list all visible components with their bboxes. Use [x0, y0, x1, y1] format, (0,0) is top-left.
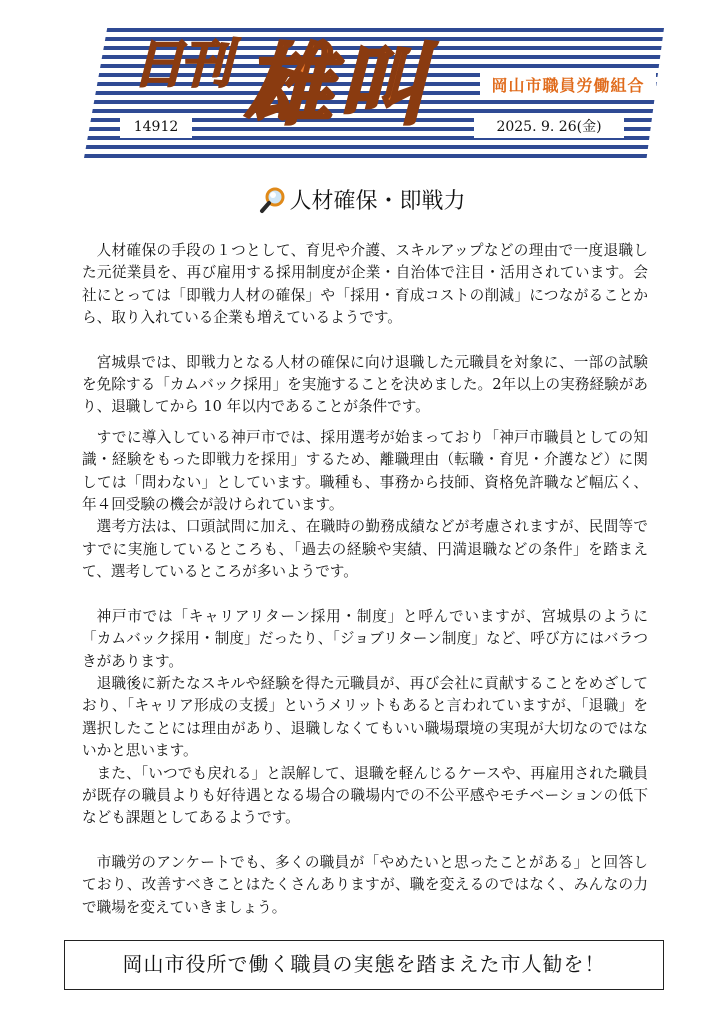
paragraph: すでに導入している神戸市では、採用選考が始まっており「神戸市職員としての知識・経験をもった即戦力を採用」するため、離職理由（転職・育児・介護など）に関しては「問わない」としています。職種も、事務から技師、資格免許職など幅広く、年４回受験の機会が設けられています。 — [82, 428, 648, 514]
paragraph: 宮城県では、即戦力となる人材の確保に向け退職した元職員を対象に、一部の試験を免除する「カムバック採用」を実施することを決めました。2年以上の実務経験があり、退職してから 10 年以内であることが条件です。 — [82, 353, 648, 416]
paragraph: 人材確保の手段の１つとして、育児や介護、スキルアップなどの理由で一度退職した元従業員を、再び雇用する採用制度が企業・自治体で注目・活用されています。会社にとっては「即戦力人材の確保」や「採用・育成コストの削減」につながることから、取り入れている企業も増えているようです。 — [82, 242, 648, 327]
masthead — [84, 28, 664, 158]
paragraph: 退職後に新たなスキルや経験を得た元職員が、再び会社に貢献することをめざしており、「キャリア形成の支援」というメリットもあると言われていますが、「退職」を選択したことには理由があり、退職しなくてもいい職場環境の実現が大切なのではないかと思います。 — [82, 674, 648, 760]
headline-title: 人材確保・即戦力 — [289, 189, 466, 214]
article-body — [82, 240, 648, 919]
paragraph: また、「いつでも戻れる」と誤解して、退職を軽んじるケースや、再雇用された職員が既存の職員よりも好待遇となる場合の職場内での不公平感やモチベーションの低下なども課題としてあるようです。 — [82, 764, 648, 827]
logo-title: 雄叫 — [244, 34, 433, 137]
footer-slogan-box — [64, 940, 664, 990]
paragraph: 市職労のアンケートでも、多くの職員が「やめたいと思ったことがある」と回答しており、改善すべきことはたくさんありますが、職を変えるのではなく、みんなの力で職場を変えていきましょう。 — [82, 853, 648, 916]
issue-number: 14912 — [120, 116, 192, 138]
paragraph: 選考方法は、口頭試問に加え、在職時の勤務成績などが考慮されますが、民間等ですでに実施しているところも、「過去の経験や実績、円満退職などの条件」を踏まえて、選考しているところが多いようです。 — [82, 518, 648, 581]
article-headline — [0, 186, 725, 218]
union-name: 岡山市職員労働組合 — [480, 72, 656, 100]
logo-small: 日刊 — [132, 35, 229, 95]
issue-date: 2025. 9. 26(金) — [474, 116, 624, 138]
paragraph: 神戸市では「キャリアリターン採用・制度」と呼んでいますが、宮城県のように「カムバック採用・制度」だったり、「ジョブリターン制度」など、呼び方にはバラつきがあります。 — [82, 607, 648, 670]
footer-slogan: 岡山市役所で働く職員の実態を踏まえた市人勧を！ — [122, 952, 606, 976]
magnifier-icon — [259, 186, 287, 214]
